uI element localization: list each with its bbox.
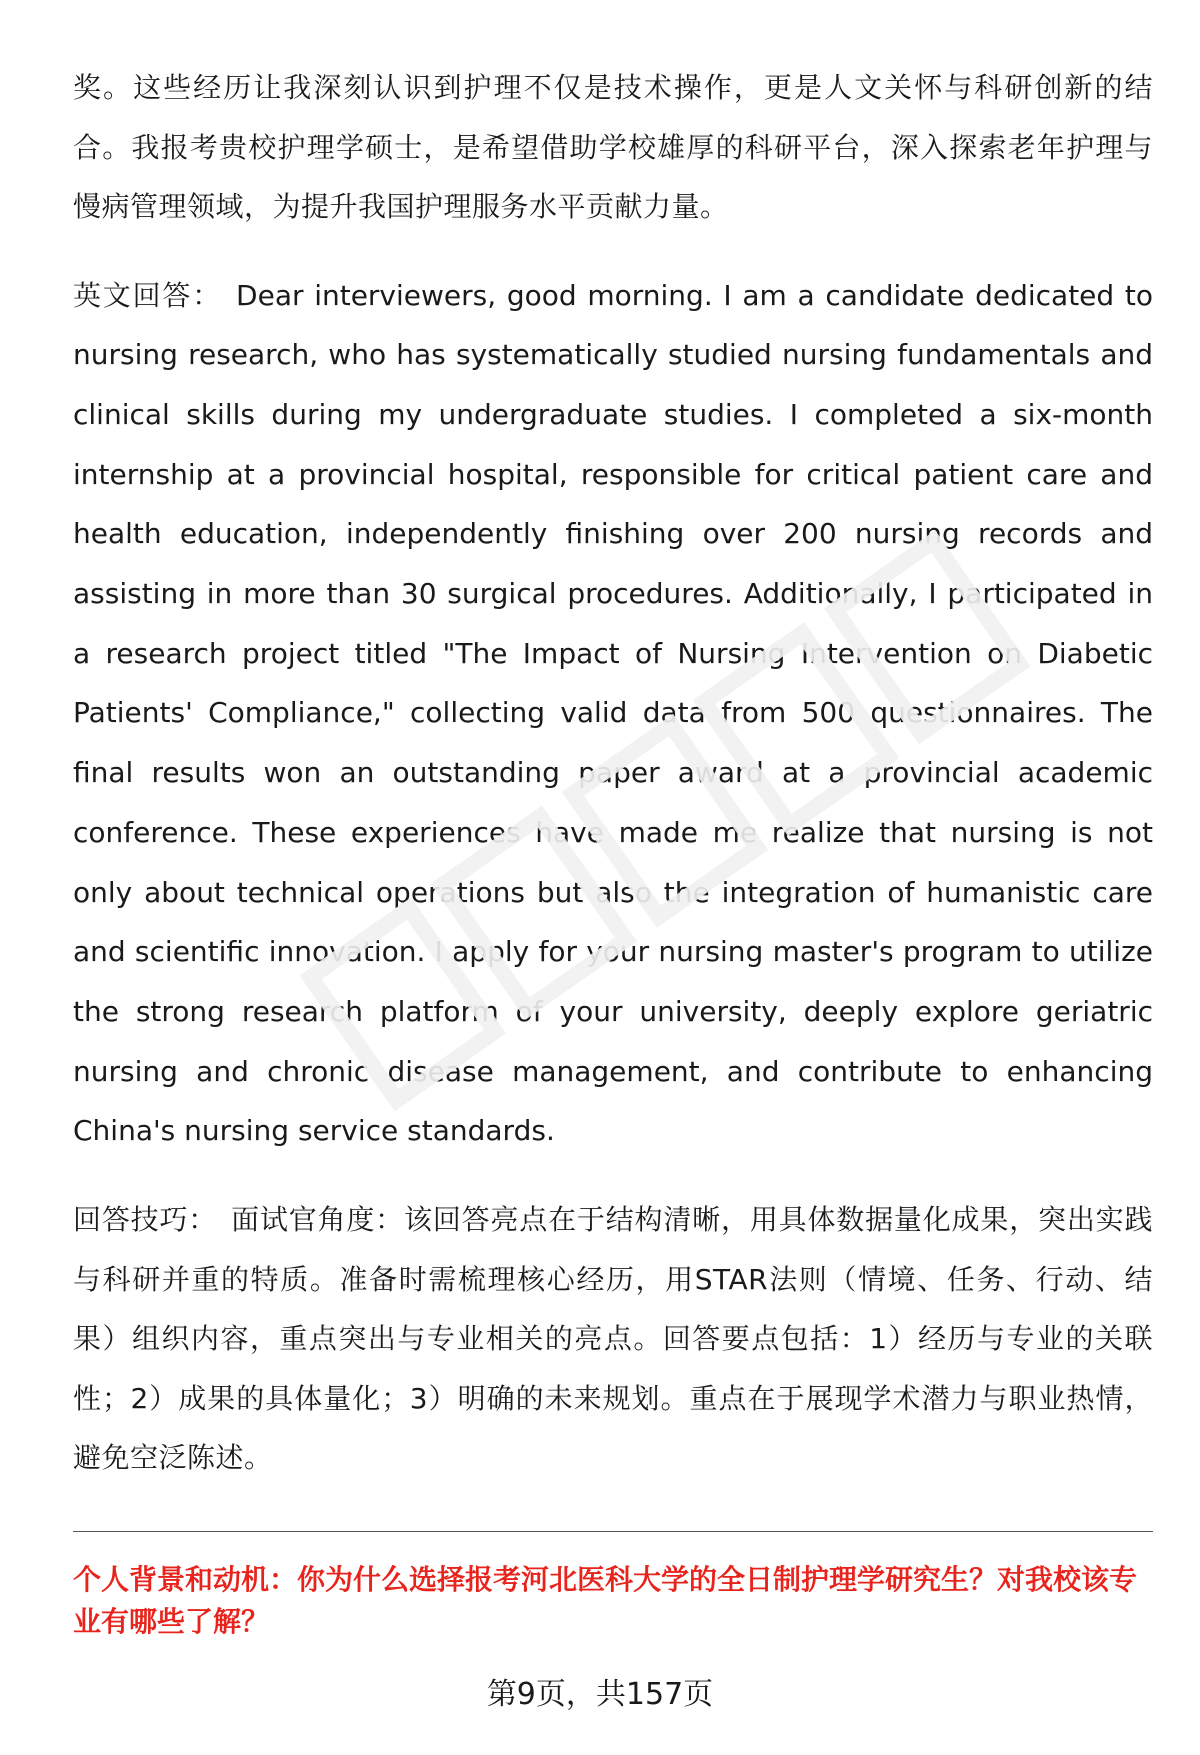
document-body <box>73 58 1153 1488</box>
english-answer-text: Dear interviewers, good morning. I am a candidate dedicated to nursing research, who has systematically studied nursing fundamentals and clinical skills during my undergraduate studies. I completed a six-month internship at a provincial hospital, responsible for critical patient care and health education, independently finishing over 200 nursing records and assisting in more than 30 surgical procedures. Additionally, I participated in a research project titled "The Impact of Nursing Intervention on Diabetic Patients' Compliance," collecting valid data from 500 questionnaires. The final results won an outstanding paper award at a provincial academic conference. These experiences have made me realize that nursing is not only about technical operations but also the integration of humanistic care and scientific innovation. I apply for your nursing master's program to utilize the strong research platform of your university, deeply explore geriatric nursing and chronic disease management, and contribute to enhancing China's nursing service standards. <box>73 278 1153 1148</box>
english-answer-paragraph <box>73 266 1153 1162</box>
tips-paragraph <box>73 1190 1153 1488</box>
intro-paragraph: 奖。这些经历让我深刻认识到护理不仅是技术操作，更是人文关怀与科研创新的结合。我报考贵校护理学硕士，是希望借助学校雄厚的科研平台，深入探索老年护理与慢病管理领域，为提升我国护理服务水平贡献力量。 <box>73 71 1153 223</box>
english-answer-label: 英文回答： <box>73 278 223 312</box>
paragraph-gap <box>73 237 1153 266</box>
tips-label: 回答技巧： <box>73 1203 218 1237</box>
next-question-heading: 个人背景和动机：你为什么选择报考河北医科大学的全日制护理学研究生？对我校该专业有哪些了解？ <box>73 1563 1138 1638</box>
section-divider <box>73 1531 1153 1532</box>
paragraph-gap <box>73 1161 1153 1190</box>
tips-text: 面试官角度：该回答亮点在于结构清晰，用具体数据量化成果，突出实践与科研并重的特质。准备时需梳理核心经历，用STAR法则（情境、任务、行动、结果）组织内容，重点突出与专业相关的亮点。回答要点包括：1）经历与专业的关联性；2）成果的具体量化；3）明确的未来规划。重点在于展现学术潜力与职业热情，避免空泛陈述。 <box>73 1203 1153 1475</box>
page-number: 第9页，共157页 <box>486 1677 714 1712</box>
